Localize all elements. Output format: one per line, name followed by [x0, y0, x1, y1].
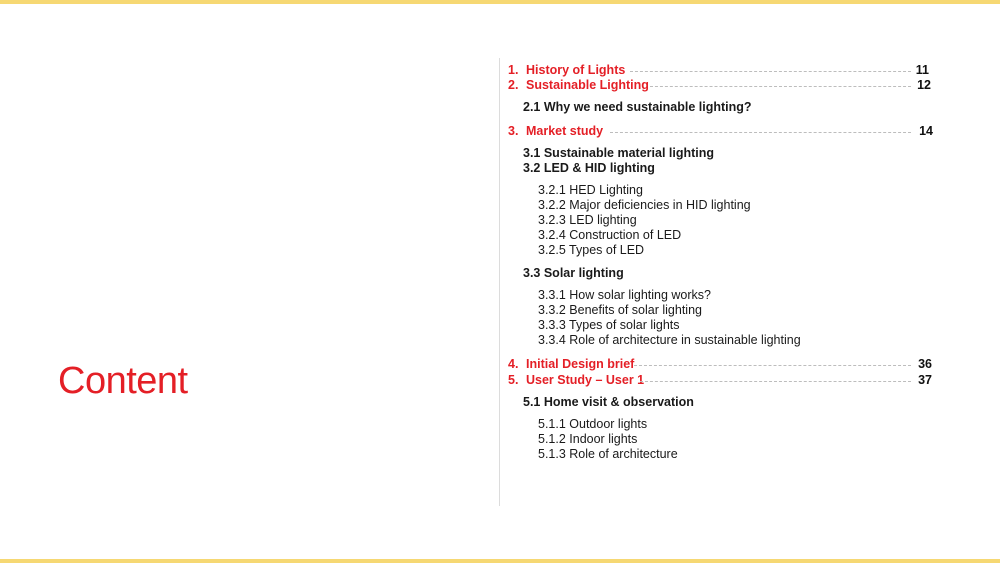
- toc-chapter-1[interactable]: [508, 62, 933, 78]
- vertical-divider: [499, 58, 500, 506]
- toc-section-3-3[interactable]: 3.3 Solar lighting: [523, 266, 624, 280]
- page-number: 11: [915, 63, 929, 77]
- toc-item-3-3-3[interactable]: 3.3.3 Types of solar lights: [538, 318, 680, 332]
- toc-item-3-2-1[interactable]: 3.2.1 HED Lighting: [538, 183, 643, 197]
- chapter-number: 1.: [508, 63, 519, 77]
- dotted-leader: [640, 381, 911, 382]
- chapter-label: Initial Design brief: [526, 357, 635, 371]
- chapter-number: 5.: [508, 373, 519, 387]
- toc-chapter-4[interactable]: [508, 356, 933, 372]
- toc-item-5-1-3[interactable]: 5.1.3 Role of architecture: [538, 447, 678, 461]
- dotted-leader: [630, 71, 911, 72]
- chapter-label: User Study – User 1: [526, 373, 645, 387]
- page-number: 12: [917, 78, 931, 92]
- chapter-label: Sustainable Lighting: [526, 78, 649, 92]
- top-accent-bar: [0, 0, 1000, 4]
- chapter-number: 4.: [508, 357, 519, 371]
- toc-item-3-2-3[interactable]: 3.2.3 LED lighting: [538, 213, 637, 227]
- toc-item-3-3-4[interactable]: 3.3.4 Role of architecture in sustainable lighting: [538, 333, 801, 347]
- toc-item-3-3-2[interactable]: 3.3.2 Benefits of solar lighting: [538, 303, 702, 317]
- toc-section-2-1[interactable]: 2.1 Why we need sustainable lighting?: [523, 100, 752, 114]
- toc-chapter-5[interactable]: [508, 372, 933, 388]
- chapter-number: 2.: [508, 78, 519, 92]
- toc-chapter-3[interactable]: [508, 123, 933, 139]
- chapter-number: 3.: [508, 124, 519, 138]
- chapter-label: Market study: [526, 124, 604, 138]
- dotted-leader: [650, 86, 911, 87]
- toc-item-3-2-4[interactable]: 3.2.4 Construction of LED: [538, 228, 682, 242]
- toc-section-3-1[interactable]: 3.1 Sustainable material lighting: [523, 146, 715, 160]
- dotted-leader: [634, 365, 911, 366]
- table-of-contents: [508, 60, 933, 462]
- toc-item-5-1-2[interactable]: 5.1.2 Indoor lights: [538, 432, 638, 446]
- toc-section-3-2[interactable]: 3.2 LED & HID lighting: [523, 161, 655, 175]
- bottom-accent-bar: [0, 559, 1000, 563]
- page-number: 14: [919, 124, 933, 138]
- toc-item-3-2-5[interactable]: 3.2.5 Types of LED: [538, 243, 645, 257]
- page-number: 36: [918, 357, 932, 371]
- toc-item-5-1-1[interactable]: 5.1.1 Outdoor lights: [538, 417, 648, 431]
- page-number: 37: [918, 373, 932, 387]
- chapter-label: History of Lights: [526, 63, 626, 77]
- toc-section-5-1[interactable]: 5.1 Home visit & observation: [523, 395, 694, 409]
- page-title: Content: [58, 360, 188, 402]
- toc-chapter-2[interactable]: [508, 77, 933, 93]
- toc-item-3-2-2[interactable]: 3.2.2 Major deficiencies in HID lighting: [538, 198, 751, 212]
- dotted-leader: [610, 132, 911, 133]
- toc-item-3-3-1[interactable]: 3.3.1 How solar lighting works?: [538, 288, 711, 302]
